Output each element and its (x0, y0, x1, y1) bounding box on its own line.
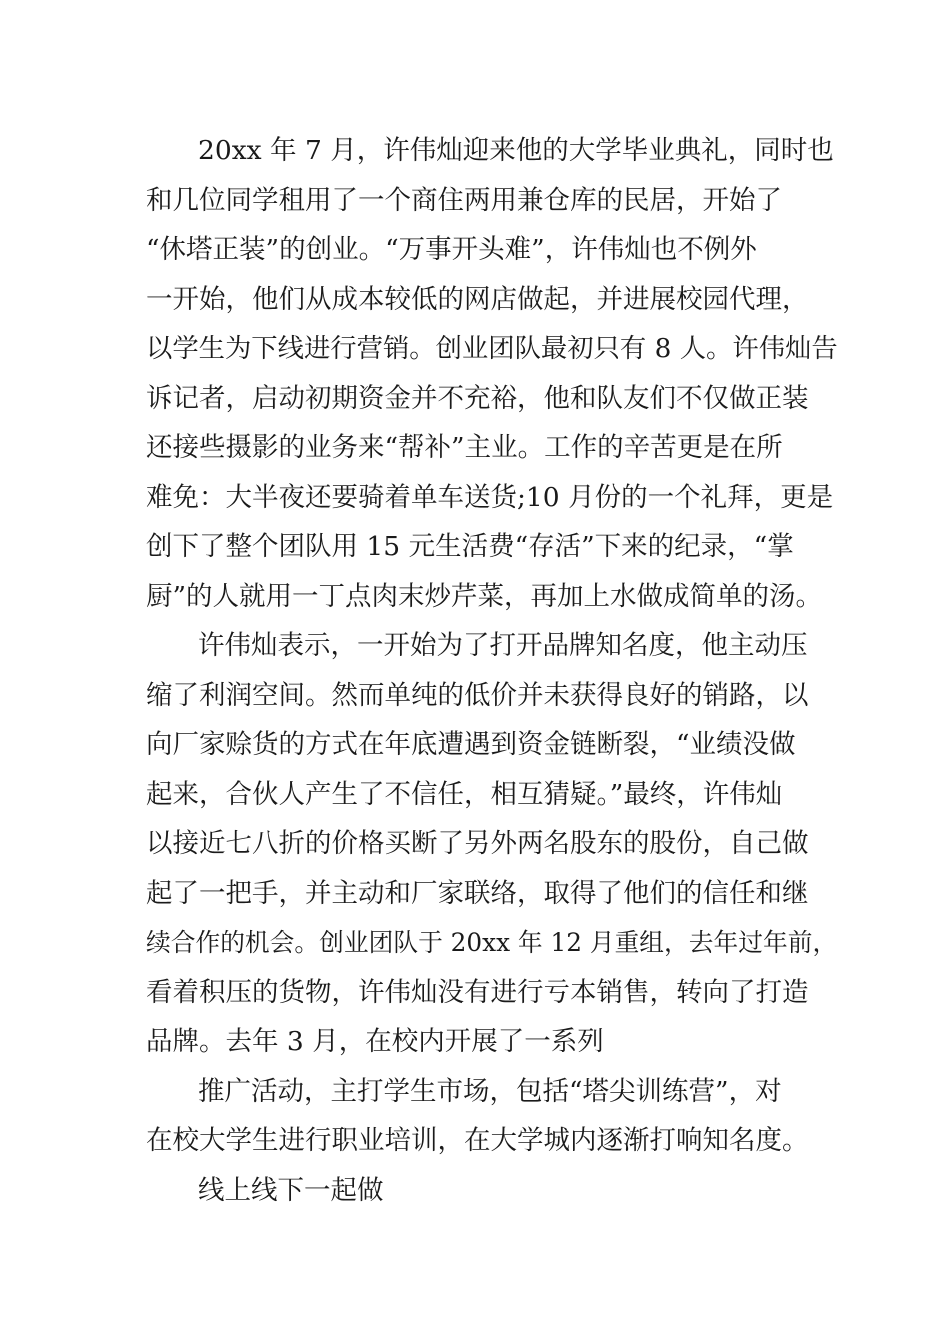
text-line: 以学生为下线进行营销。创业团队最初只有 8 人。许伟灿告 (146, 334, 838, 364)
text-line: 起来，合伙人产生了不信任，相互猜疑。”最终，许伟灿 (146, 779, 783, 810)
text-line: 厨”的人就用一丁点肉末炒芹菜，再加上水做成简单的汤。 (146, 581, 823, 612)
text-line: 许伟灿表示，一开始为了打开品牌知名度，他主动压 (198, 630, 808, 661)
text-line: 以接近七八折的价格买断了另外两名股东的股份，自己做 (146, 828, 809, 859)
text-line: 诉记者，启动初期资金并不充裕，他和队友们不仅做正装 (146, 383, 809, 414)
text-line: 和几位同学租用了一个商住两用兼仓库的民居，开始了 (146, 185, 782, 216)
text-line: 推广活动，主打学生市场，包括“塔尖训练营”，对 (198, 1076, 782, 1107)
text-line: 向厂家赊货的方式在年底遭遇到资金链断裂，“业绩没做 (146, 729, 796, 760)
text-line: 续合作的机会。创业团队于 20xx 年 12 月重组，去年过年前， (146, 928, 838, 957)
text-line: 起了一把手，并主动和厂家联络，取得了他们的信任和继 (146, 878, 809, 909)
text-line: “休塔正装”的创业。“万事开头难”，许伟灿也不例外 (146, 234, 757, 265)
text-line: 还接些摄影的业务来“帮补”主业。工作的辛苦更是在所 (146, 432, 783, 463)
text-line: 在校大学生进行职业培训，在大学城内逐渐打响知名度。 (146, 1125, 809, 1156)
text-line: 创下了整个团队用 15 元生活费“存活”下来的纪录，“掌 (146, 531, 794, 562)
text-line: 看着积压的货物，许伟灿没有进行亏本销售，转向了打造 (146, 977, 809, 1008)
section-subheading: 线上线下一起做 (198, 1175, 384, 1206)
text-line: 品牌。去年 3 月，在校内开展了一系列 (146, 1026, 604, 1057)
text-line: 一开始，他们从成本较低的网店做起，并进展校园代理， (146, 284, 809, 315)
text-line: 难免：大半夜还要骑着单车送货;10 月份的一个礼拜，更是 (146, 482, 834, 513)
text-line: 20xx 年 7 月，许伟灿迎来他的大学毕业典礼，同时也 (198, 135, 834, 166)
text-line: 缩了利润空间。然而单纯的低价并未获得良好的销路，以 (146, 680, 809, 711)
